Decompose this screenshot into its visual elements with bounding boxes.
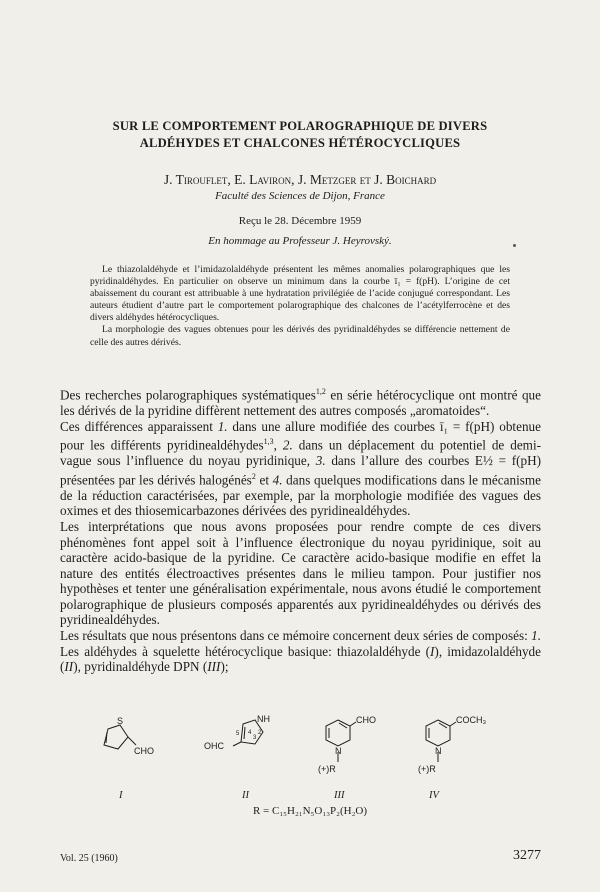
structure-1-label: I	[119, 790, 123, 801]
abstract	[90, 264, 510, 349]
structure-1-substituent: CHO	[134, 746, 154, 756]
authors: J. Tirouflet, E. Laviron, J. Metzger et J. Boichard	[163, 172, 437, 187]
body-paragraph-3: Les interprétations que nous avons proposées pour rendre compte de ces divers phénomènes font appel soit à l’influence électronique du noyau pyridinique, soit au caractère acido-basique de la pyridine. Ce caractère acido-basique modifie en effet la nature des entités électroactives présentes dans le milieu tampon. Pour justifier nos hypothèses et tenter une généralisation expérimentale, nous avons étudié le comportement polarographique de plusieurs composés apparentés aux pyridinealdéhydes ou dérivés des pyridinealdéhydes.	[60, 518, 541, 628]
structure-2-nh: NH	[257, 714, 270, 724]
structure-4-substituent: COCH₃	[456, 715, 487, 725]
body-paragraph-1: Des recherches polarographiques systématiques$^{1,2}$ en série hétérocyclique ont montré que les dérivés de la pyridine diffèrent nettement des autres composés „aromatoides“.	[60, 387, 541, 418]
structure-3-substituent: CHO	[356, 715, 376, 725]
structure-1-sulfur: S	[117, 716, 124, 726]
structure-3-label: III	[334, 790, 345, 801]
body-paragraph-4: Les résultats que nous présentons dans ce mémoire concernent deux séries de composés: 1. Les aldéhydes à squelette hétérocyclique basique: thiazolaldéhyde (I), imidazolaldéhyde (II), pyridinaldéhyde DPN (III);	[60, 628, 542, 675]
svg-text:2: 2	[258, 730, 262, 736]
structure-pyridinaldehyde	[310, 712, 390, 782]
affiliation: Faculté des Sciences de Dijon, France	[215, 190, 385, 202]
svg-text:4: 4	[248, 730, 252, 736]
structure-imidazolaldehyde	[195, 712, 285, 762]
structure-pyridine-ketone	[410, 712, 510, 782]
r-formula: R = C₁₅H₂₁N₅O₁₃P₂(H₂O)	[252, 805, 368, 817]
received-date: Reçu le 28. Décembre 1959	[238, 215, 362, 227]
article-title	[60, 118, 540, 152]
scan-speck	[513, 244, 516, 247]
structure-2-substituent: OHC	[204, 741, 224, 751]
body-paragraph-2: Ces différences apparaissent 1. dans une allure modifiée des courbes ī₁ = f(pH) obtenue pour les différents pyridinealdéhydes$^{1,3}$, 2. dans un déplacement du potentiel de demi-vague sous l’influence du noyau pyridinique, 3. dans l’allure des courbes E½ = f(pH) présentées par les dérivés halogénés$^2$ et 4. dans quelques modifications dans le mécanisme de la réduction caractérisées, par exemple, par la morphologie modifiée des vagues des oximes et des thiosemicarbazones dérivées des pyridinealdéhydes.	[60, 418, 541, 519]
abstract-paragraph-2: La morphologie des vagues obtenues pour les dérivés des pyridinaldéhydes se différencie nettement de celle des autres dérivés.	[90, 324, 510, 348]
svg-text:5: 5	[236, 731, 240, 737]
structure-2-label: II	[242, 790, 249, 801]
structure-4-r: (+)R	[418, 764, 436, 774]
title-line-1: SUR LE COMPORTEMENT POLAROGRAPHIQUE DE DIVERS	[112, 119, 488, 133]
title-line-2: ALDÉHYDES ET CHALCONES HÉTÉROCYCLIQUES	[139, 136, 461, 150]
structure-4-label: IV	[429, 790, 439, 801]
volume-info: Vol. 25 (1960)	[60, 853, 118, 864]
page-number: 3277	[513, 848, 541, 863]
structure-4-nitrogen: N	[435, 746, 442, 756]
structure-3-nitrogen: N	[335, 746, 342, 756]
article-body	[60, 384, 541, 675]
structure-thiazolaldehyde	[90, 715, 170, 760]
svg-text:3: 3	[253, 735, 257, 741]
structure-3-r: (+)R	[318, 764, 336, 774]
abstract-paragraph-1: Le thiazolaldéhyde et l’imidazolaldéhyde présentent les mêmes anomalies polarographiques que les pyridinaldéhydes. En particulier on observe un minimum dans la courbe ī₁ = f(pH). L’origine de cet abaissement du courant est attribuable à une hydratation privilégiée de l’acide conjugué correspondant. Les auteurs étudient d’autre part le comportement polarographique des chalcones de l’acétylferrocène et des divers aldéhydes hétérocycliques.	[90, 264, 510, 324]
dedication: En hommage au Professeur J. Heyrovský.	[208, 235, 392, 247]
